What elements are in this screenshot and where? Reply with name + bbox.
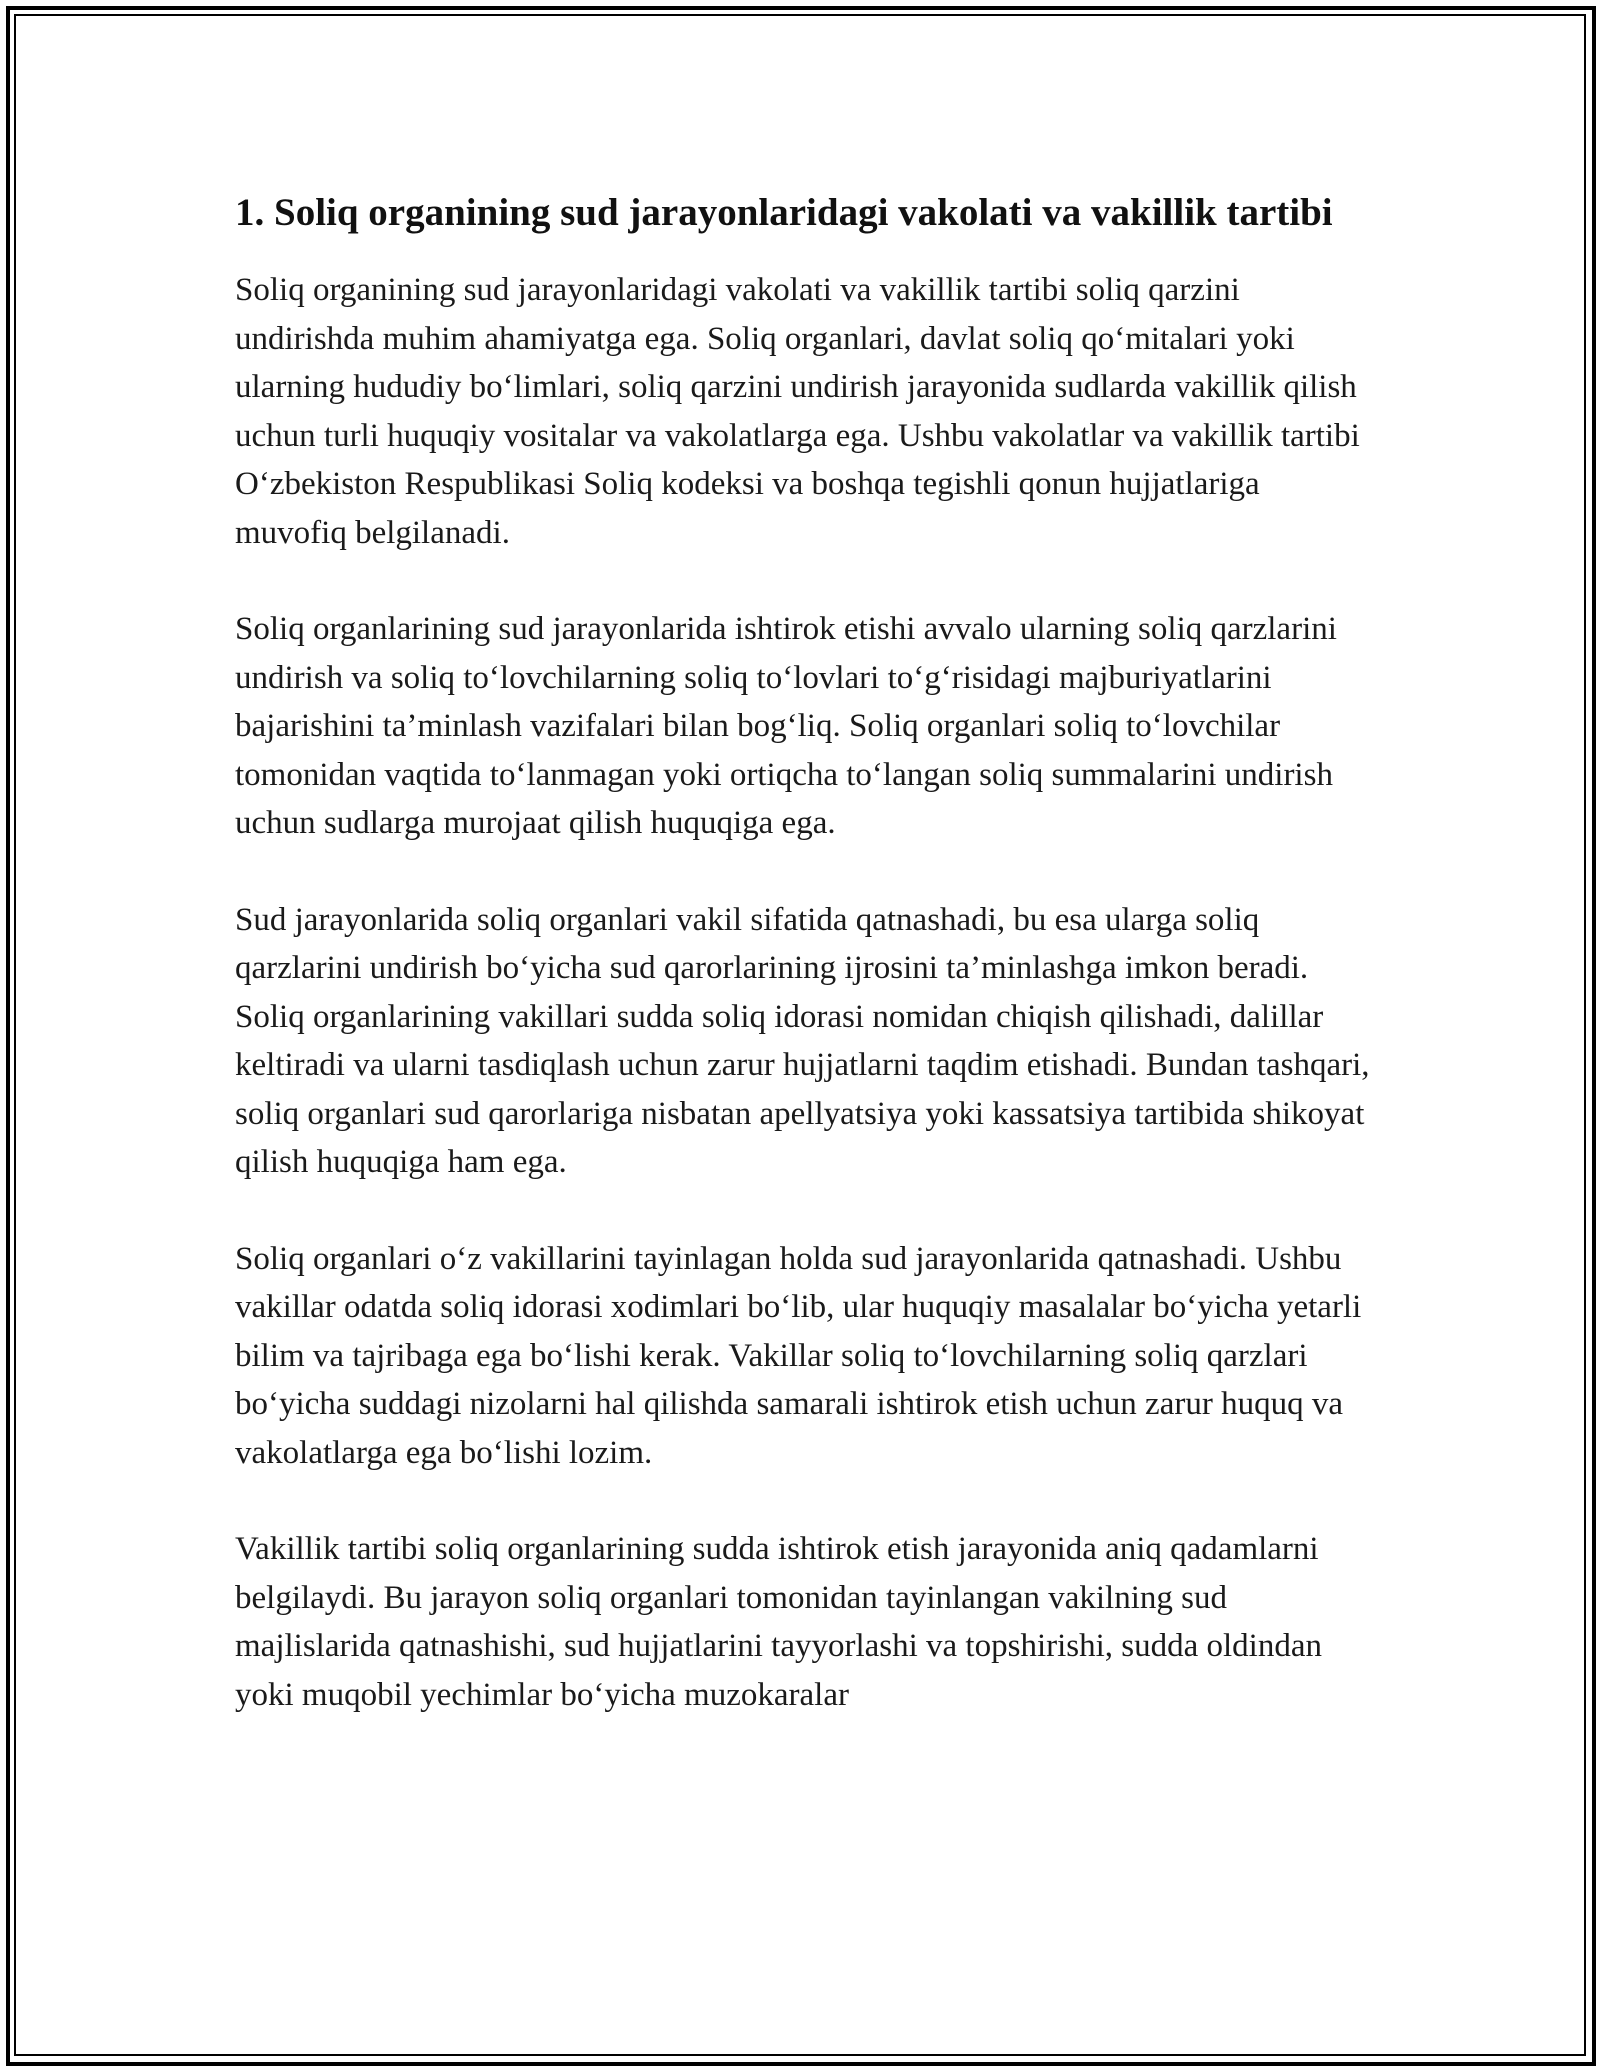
paragraph-5: Vakillik tartibi soliq organlarining sudda ishtirok etish jarayonida aniq qadamlarni belgilaydi. Bu jarayon soliq organlari tomonidan tayinlangan vakilning sud majlislarida qatnashishi, sud hujjatlarini tayyorlashi va topshirishi, sudda oldindan yoki muqobil yechimlar bo‘yicha muzokaralar <box>235 1531 1323 1713</box>
section-heading: 1. Soliq organining sud jarayonlaridagi vakolati va vakillik tartibi <box>235 191 1333 234</box>
paragraph-3: Sud jarayonlarida soliq organlari vakil sifatida qatnashadi, bu esa ularga soliq qarzlarini undirish bo‘yicha sud qarorlarining ijrosini ta’minlashga imkon beradi. Soliq organlarining vakillari sudda soliq idorasi nomidan chiqish qilishadi, dalillar keltiradi va ularni tasdiqlash uchun zarur hujjatlarni taqdim etishadi. Bundan tashqari, soliq organlari sud qarorlariga nisbatan apellyatsiya yoki kassatsiya tartibida shikoyat qilish huquqiga ham ega. <box>235 901 1370 1180</box>
paragraph-2: Soliq organlarining sud jarayonlarida ishtirok etishi avvalo ularning soliq qarzlarini undirish va soliq to‘lovchilarning soliq to‘lovlari to‘g‘risidagi majburiyatlarini bajarishini ta’minlash vazifalari bilan bog‘liq. Soliq organlari soliq to‘lovchilar tomonidan vaqtida to‘lanmagan yoki ortiqcha to‘langan soliq summalarini undirish uchun sudlarga murojaat qilish huquqiga ega. <box>235 611 1337 841</box>
paragraph-4: Soliq organlari o‘z vakillarini tayinlagan holda sud jarayonlarida qatnashadi. Ushbu vakillar odatda soliq idorasi xodimlari bo‘lib, ular huquqiy masalalar bo‘yicha yetarli bilim va tajribaga ega bo‘lishi kerak. Vakillar soliq to‘lovchilarning soliq qarzlari bo‘yicha suddagi nizolarni hal qilishda samarali ishtirok etish uchun zarur huquq va vakolatlarga ega bo‘lishi lozim. <box>235 1240 1362 1471</box>
document-body <box>235 185 1375 1767</box>
paragraph-1: Soliq organining sud jarayonlaridagi vakolati va vakillik tartibi soliq qarzini undirishda muhim ahamiyatga ega. Soliq organlari, davlat soliq qo‘mitalari yoki ularning hududiy bo‘limlari, soliq qarzini undirish jarayonida sudlarda vakillik qilish uchun turli huquqiy vositalar va vakolatlarga ega. Ushbu vakolatlar va vakillik tartibi O‘zbekiston Respublikasi Soliq kodeksi va boshqa tegishli qonun hujjatlariga muvofiq belgilanadi. <box>235 272 1360 551</box>
